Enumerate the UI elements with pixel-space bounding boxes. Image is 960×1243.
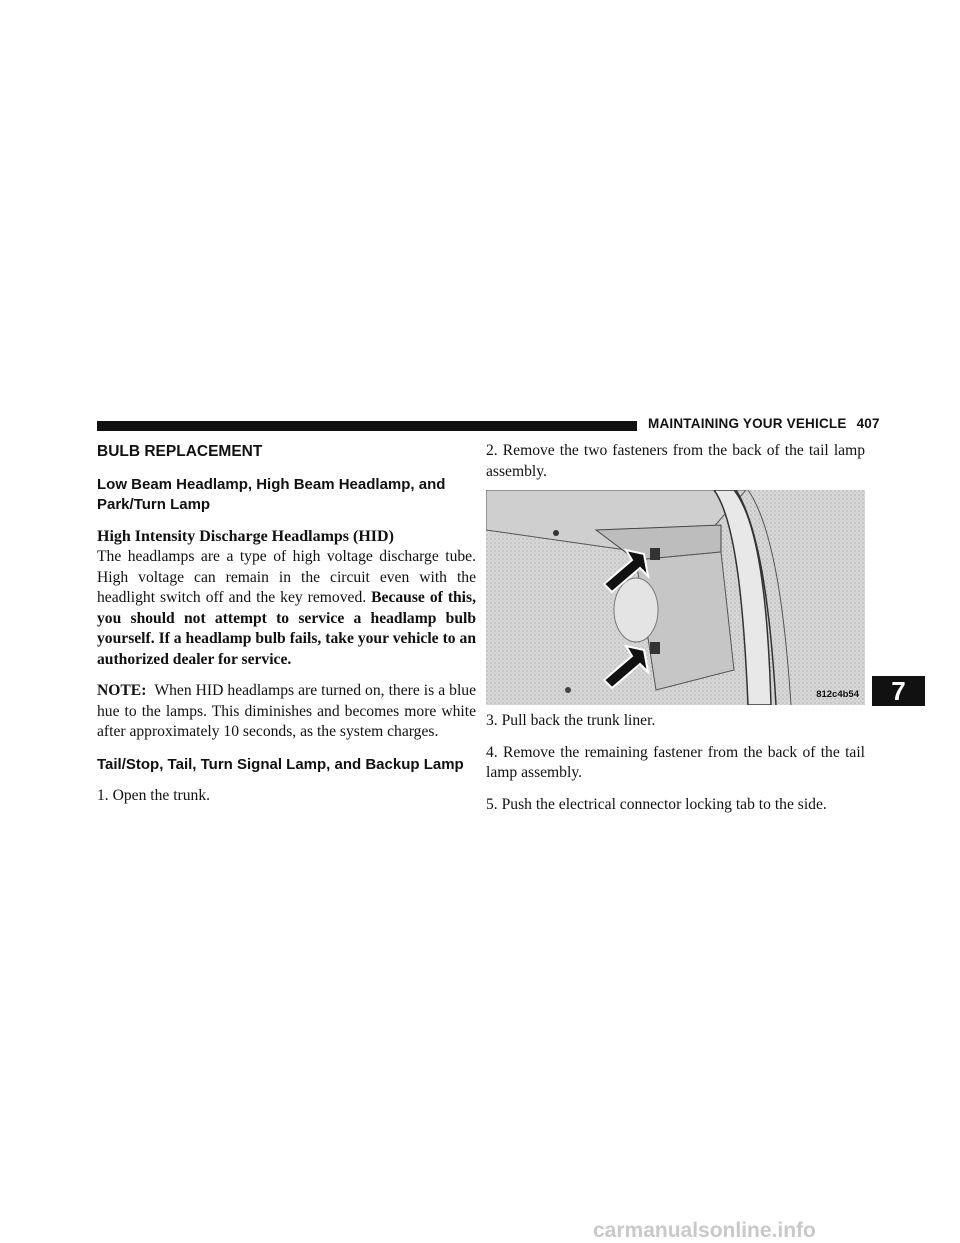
hid-text: The headlamps are a type of high voltage discharge tube. High voltage can remain in the circuit even with the headlight switch off and the key removed.: [97, 548, 476, 606]
running-header: [648, 416, 880, 431]
figure-id: 812c4b54: [816, 689, 859, 700]
hid-warning: Because of this, you should not attempt to service a headlamp bulb yourself. If a headlamp bulb fails, take your vehicle to an authorized dealer for service.: [97, 589, 476, 668]
note-label: NOTE:: [97, 682, 147, 699]
left-column: [97, 441, 476, 806]
hid-title: High Intensity Discharge Headlamps (HID): [97, 528, 394, 545]
section-heading: BULB REPLACEMENT: [97, 443, 263, 460]
chapter-tab: 7: [872, 676, 925, 706]
step-4: 4. Remove the remaining fastener from the back of the tail lamp assembly.: [486, 743, 865, 781]
trunk-figure: [486, 490, 865, 705]
hid-paragraph: [97, 547, 476, 670]
step-1: 1. Open the trunk.: [97, 786, 211, 804]
tail-lamp-subheading: Tail/Stop, Tail, Turn Signal Lamp, and Backup Lamp: [97, 755, 464, 773]
step-5: 5. Push the electrical connector locking tab to the side.: [486, 795, 827, 813]
note-text: When HID headlamps are turned on, there is a blue hue to the lamps. This diminishes and becomes more white after approximately 10 seconds, as the system charges.: [97, 682, 476, 740]
trunk-illustration: [486, 490, 865, 705]
step-2: 2. Remove the two fasteners from the back of the tail lamp assembly.: [486, 442, 865, 480]
footer-watermark: carmanualsonline.info: [593, 1219, 816, 1242]
step-3: 3. Pull back the trunk liner.: [486, 712, 656, 729]
note-paragraph: [97, 681, 476, 743]
headlamp-subheading: Low Beam Headlamp, High Beam Headlamp, and Park/Turn Lamp: [97, 476, 446, 513]
page-number: 407: [856, 416, 880, 431]
header-rule: [97, 421, 637, 431]
section-title: MAINTAINING YOUR VEHICLE: [648, 416, 847, 431]
right-column: [486, 441, 865, 815]
